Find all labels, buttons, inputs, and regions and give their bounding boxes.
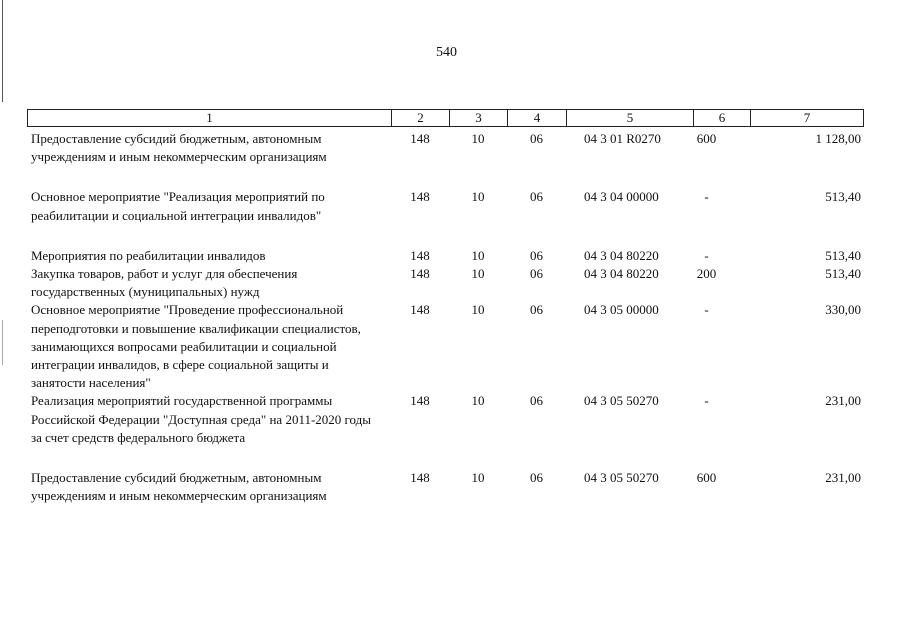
row-ministry-code: 148 [410,302,430,318]
row-amount: 231,00 [825,470,861,486]
header-cell-3: 3 [450,110,508,127]
header-cell-1: 1 [28,110,392,127]
row-subsection-code: 06 [530,189,543,205]
row-amount: 330,00 [825,302,861,318]
row-section-code: 10 [471,302,485,318]
row-spacer [27,225,863,247]
row-target-article: 04 3 05 50270 [584,393,659,409]
header-cell-2: 2 [392,110,450,127]
row-spacer [27,166,863,188]
row-name: Реализация мероприятий государственной программы Российской Федерации "Доступная среда" на 2011-2020 годы за счет средств федерального бюджета [31,393,372,445]
table-row [27,265,863,301]
row-amount: 513,40 [825,247,861,263]
row-ministry-code: 148 [410,266,430,282]
row-expense-type: - [704,302,709,318]
row-expense-type: 600 [696,131,717,146]
header-cell-7: 7 [751,110,864,127]
row-subsection-code: 06 [530,302,543,318]
row-amount: 1 128,00 [815,131,861,146]
row-target-article: 04 3 04 80220 [584,247,659,263]
row-expense-type: - [704,393,709,409]
row-name: Основное мероприятие "Реализация мероприятий по реабилитации и социальной интеграции инвалидов" [31,189,325,223]
row-ministry-code: 148 [410,393,430,409]
row-expense-type: - [704,247,709,263]
row-amount: 231,00 [825,393,861,409]
row-ministry-code: 148 [410,189,430,205]
table-row [27,392,863,447]
row-section-code: 10 [471,131,485,146]
row-name: Мероприятия по реабилитации инвалидов [31,247,266,263]
header-row [28,110,864,127]
row-expense-type: 200 [696,266,717,282]
row-name: Основное мероприятие "Проведение профессиональной переподготовки и повышение квалификации специалистов, занимающихся вопросами реабилитации и социальной интеграции инвалидов, в сфере социальной защиты и занятости населения" [31,302,361,391]
row-target-article: 04 3 05 00000 [584,302,659,318]
row-section-code: 10 [471,470,485,486]
column-number-header [27,109,864,127]
row-name: Закупка товаров, работ и услуг для обеспечения государственных (муниципальных) нужд [31,266,298,300]
row-target-article: 04 3 04 80220 [584,266,659,282]
row-subsection-code: 06 [530,247,543,263]
scan-edge-line [2,320,3,365]
header-cell-5: 5 [567,110,694,127]
table-row [27,188,863,224]
header-cell-4: 4 [508,110,567,127]
row-expense-type: - [704,189,709,205]
row-ministry-code: 148 [410,470,430,486]
row-amount: 513,40 [825,266,861,282]
row-spacer [27,447,863,469]
row-section-code: 10 [471,189,485,205]
row-subsection-code: 06 [530,266,543,282]
row-section-code: 10 [471,393,485,409]
row-section-code: 10 [471,266,485,282]
row-target-article: 04 3 04 00000 [584,189,659,205]
row-target-article: 04 3 05 50270 [584,470,659,486]
row-ministry-code: 148 [410,247,430,263]
row-expense-type: 600 [696,470,717,486]
row-name: Предоставление субсидий бюджетным, автономным учреждениям и иным некоммерческим организациям [31,131,327,165]
table-row [27,130,863,166]
row-subsection-code: 06 [530,470,543,486]
row-name: Предоставление субсидий бюджетным, автономным учреждениям и иным некоммерческим организациям [31,470,327,504]
row-subsection-code: 06 [530,393,543,409]
budget-table [27,130,863,505]
row-amount: 513,40 [825,189,861,205]
row-section-code: 10 [471,247,485,263]
row-subsection-code: 06 [530,131,543,146]
row-ministry-code: 148 [410,131,430,146]
header-cell-6: 6 [694,110,751,127]
row-target-article: 04 3 01 R0270 [584,131,661,146]
table-row [27,247,863,265]
table-row [27,469,863,505]
table-row [27,301,863,392]
page-number: 540 [436,45,457,60]
